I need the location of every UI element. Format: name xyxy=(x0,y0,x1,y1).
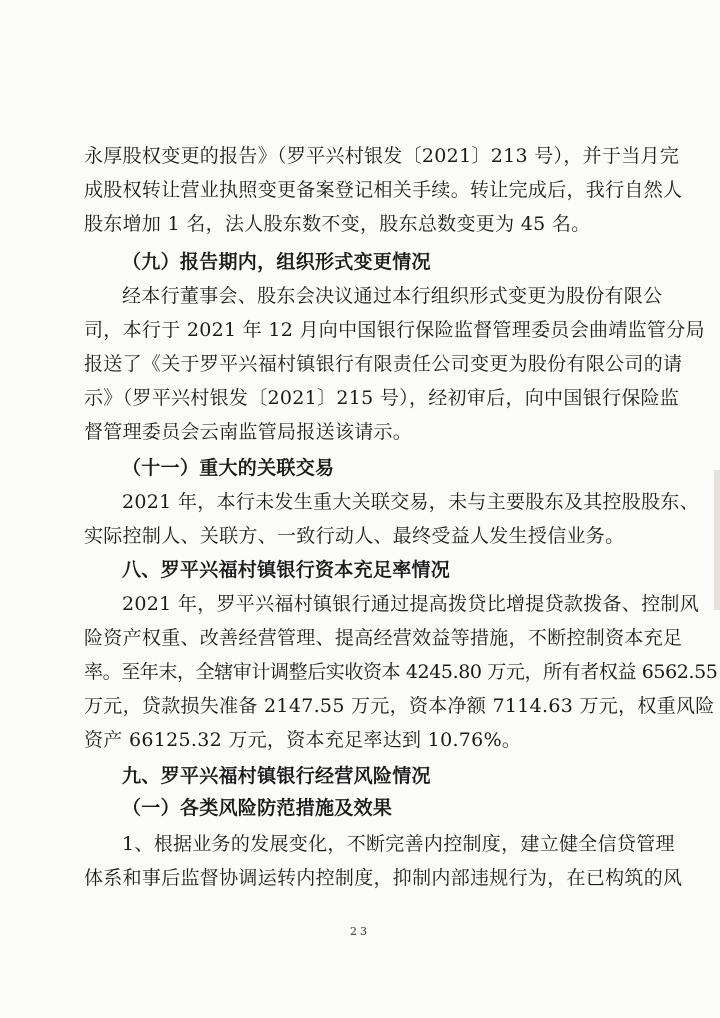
page-number: 23 xyxy=(350,925,370,938)
paragraph-line: 示》（罗平兴村银发〔2021〕215 号），经初审后，向中国银行保险监 xyxy=(84,387,680,409)
paragraph-line: 体系和事后监督协调运转内控制度，抑制内部违规行为，在已构筑的风 xyxy=(84,867,683,889)
paragraph-line: 资产 66125.32 万元，资本充足率达到 10.76%。 xyxy=(84,729,522,751)
scan-edge-mark xyxy=(714,470,720,610)
paragraph-line: 率。至年末，全辖审计调整后实收资本 4245.80 万元，所有者权益 6562.55 xyxy=(84,661,718,683)
section-heading: （九）报告期内，组织形式变更情况 xyxy=(122,251,431,273)
chapter-heading: 八、罗平兴福村镇银行资本充足率情况 xyxy=(122,559,451,581)
paragraph-line: 经本行董事会、股东会决议通过本行组织形式变更为股份有限公 xyxy=(122,285,663,307)
paragraph-line: 险资产权重、改善经营管理、提高经营效益等措施，不断控制资本充足 xyxy=(84,627,683,649)
paragraph-line: 实际控制人、关联方、一致行动人、最终受益人发生授信业务。 xyxy=(84,525,625,547)
paragraph-line: 2021 年，本行未发生重大关联交易，未与主要股东及其控股股东、 xyxy=(122,491,699,513)
paragraph-line: 司，本行于 2021 年 12 月向中国银行保险监督管理委员会曲靖监管分局 xyxy=(84,319,705,341)
paragraph-line: 股东增加 1 名，法人股东数不变，股东总数变更为 45 名。 xyxy=(84,213,591,235)
paragraph-line: 万元，贷款损失准备 2147.55 万元，资本净额 7114.63 万元，权重风险 xyxy=(84,695,715,717)
paragraph-line: 报送了《关于罗平兴福村镇银行有限责任公司变更为股份有限公司的请 xyxy=(84,353,683,375)
section-heading: （十一）重大的关联交易 xyxy=(122,457,335,479)
chapter-heading: 九、罗平兴福村镇银行经营风险情况 xyxy=(122,765,431,787)
paragraph-line: 督管理委员会云南监管局报送该请示。 xyxy=(84,421,413,443)
paragraph-line: 永厚股权变更的报告》（罗平兴村银发〔2021〕213 号），并于当月完 xyxy=(84,145,680,167)
paragraph-line: 1、根据业务的发展变化，不断完善内控制度，建立健全信贷管理 xyxy=(122,833,675,855)
section-heading: （一）各类风险防范措施及效果 xyxy=(122,797,393,819)
paragraph-line: 成股权转让营业执照变更备案登记相关手续。转让完成后，我行自然人 xyxy=(84,179,683,201)
paragraph-line: 2021 年，罗平兴福村镇银行通过提高拨贷比增提贷款拨备、控制风 xyxy=(122,593,699,615)
